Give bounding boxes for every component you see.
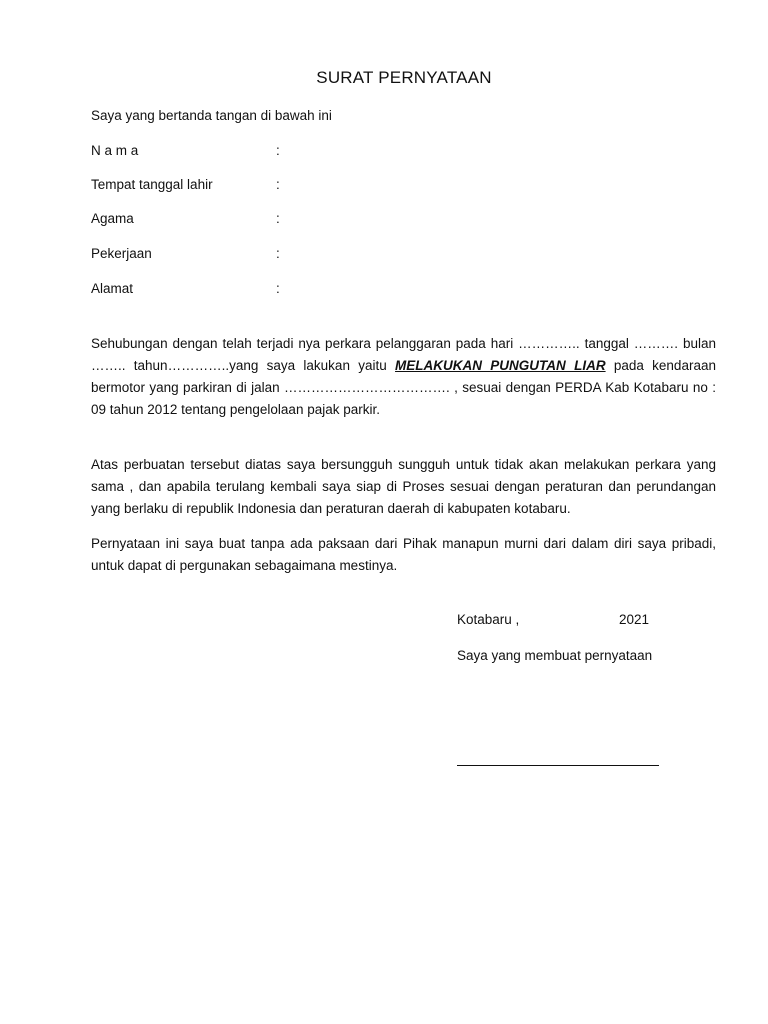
paragraph-commitment: Atas perbuatan tersebut diatas saya bersungguh sungguh untuk tidak akan melakukan perkara yang sama , dan apabila terulang kembali saya siap di Proses sesuai dengan peraturan dan perundangan yang berlaku di republik Indonesia dan peraturan daerah di kabupaten kotabaru. <box>91 457 716 516</box>
violation-emphasis: MELAKUKAN PUNGUTAN LIAR <box>395 358 606 373</box>
document-title: SURAT PERNYATAAN <box>316 68 492 87</box>
field-colon: : <box>276 143 280 158</box>
signature-caption: Saya yang membuat pernyataan <box>457 648 653 663</box>
field-colon: : <box>276 246 280 261</box>
paragraph-statement: Pernyataan ini saya buat tanpa ada paksaan dari Pihak manapun murni dari dalam diri saya pribadi, untuk dapat di pergunakan sebagaimana mestinya. <box>91 536 716 573</box>
paragraph-incident-part2: pada kendaraan bermotor yang parkiran di jalan ………………………………. , sesuai dengan PERDA Kab Kotabaru no : 09 tahun 2012 tentang pengelolaan pajak parkir. <box>91 358 716 417</box>
field-colon: : <box>276 211 280 226</box>
field-label: Pekerjaan <box>91 246 152 261</box>
field-label: N a m a <box>91 143 139 158</box>
field-colon: : <box>276 281 280 296</box>
intro-text: Saya yang bertanda tangan di bawah ini <box>91 108 332 123</box>
field-colon: : <box>276 177 280 192</box>
field-label: Tempat tanggal lahir <box>91 177 213 192</box>
field-label: Alamat <box>91 281 134 296</box>
field-label: Agama <box>91 211 134 226</box>
signature-line <box>457 765 659 766</box>
signature-year: 2021 <box>619 612 650 627</box>
paragraph-incident <box>91 333 716 421</box>
paragraph-incident-part1: Sehubungan dengan telah terjadi nya perkara pelanggaran pada hari ………….. tanggal ………. bulan …….. tahun…………..yang saya lakukan yaitu <box>91 336 716 373</box>
signature-place: Kotabaru , <box>457 612 520 627</box>
